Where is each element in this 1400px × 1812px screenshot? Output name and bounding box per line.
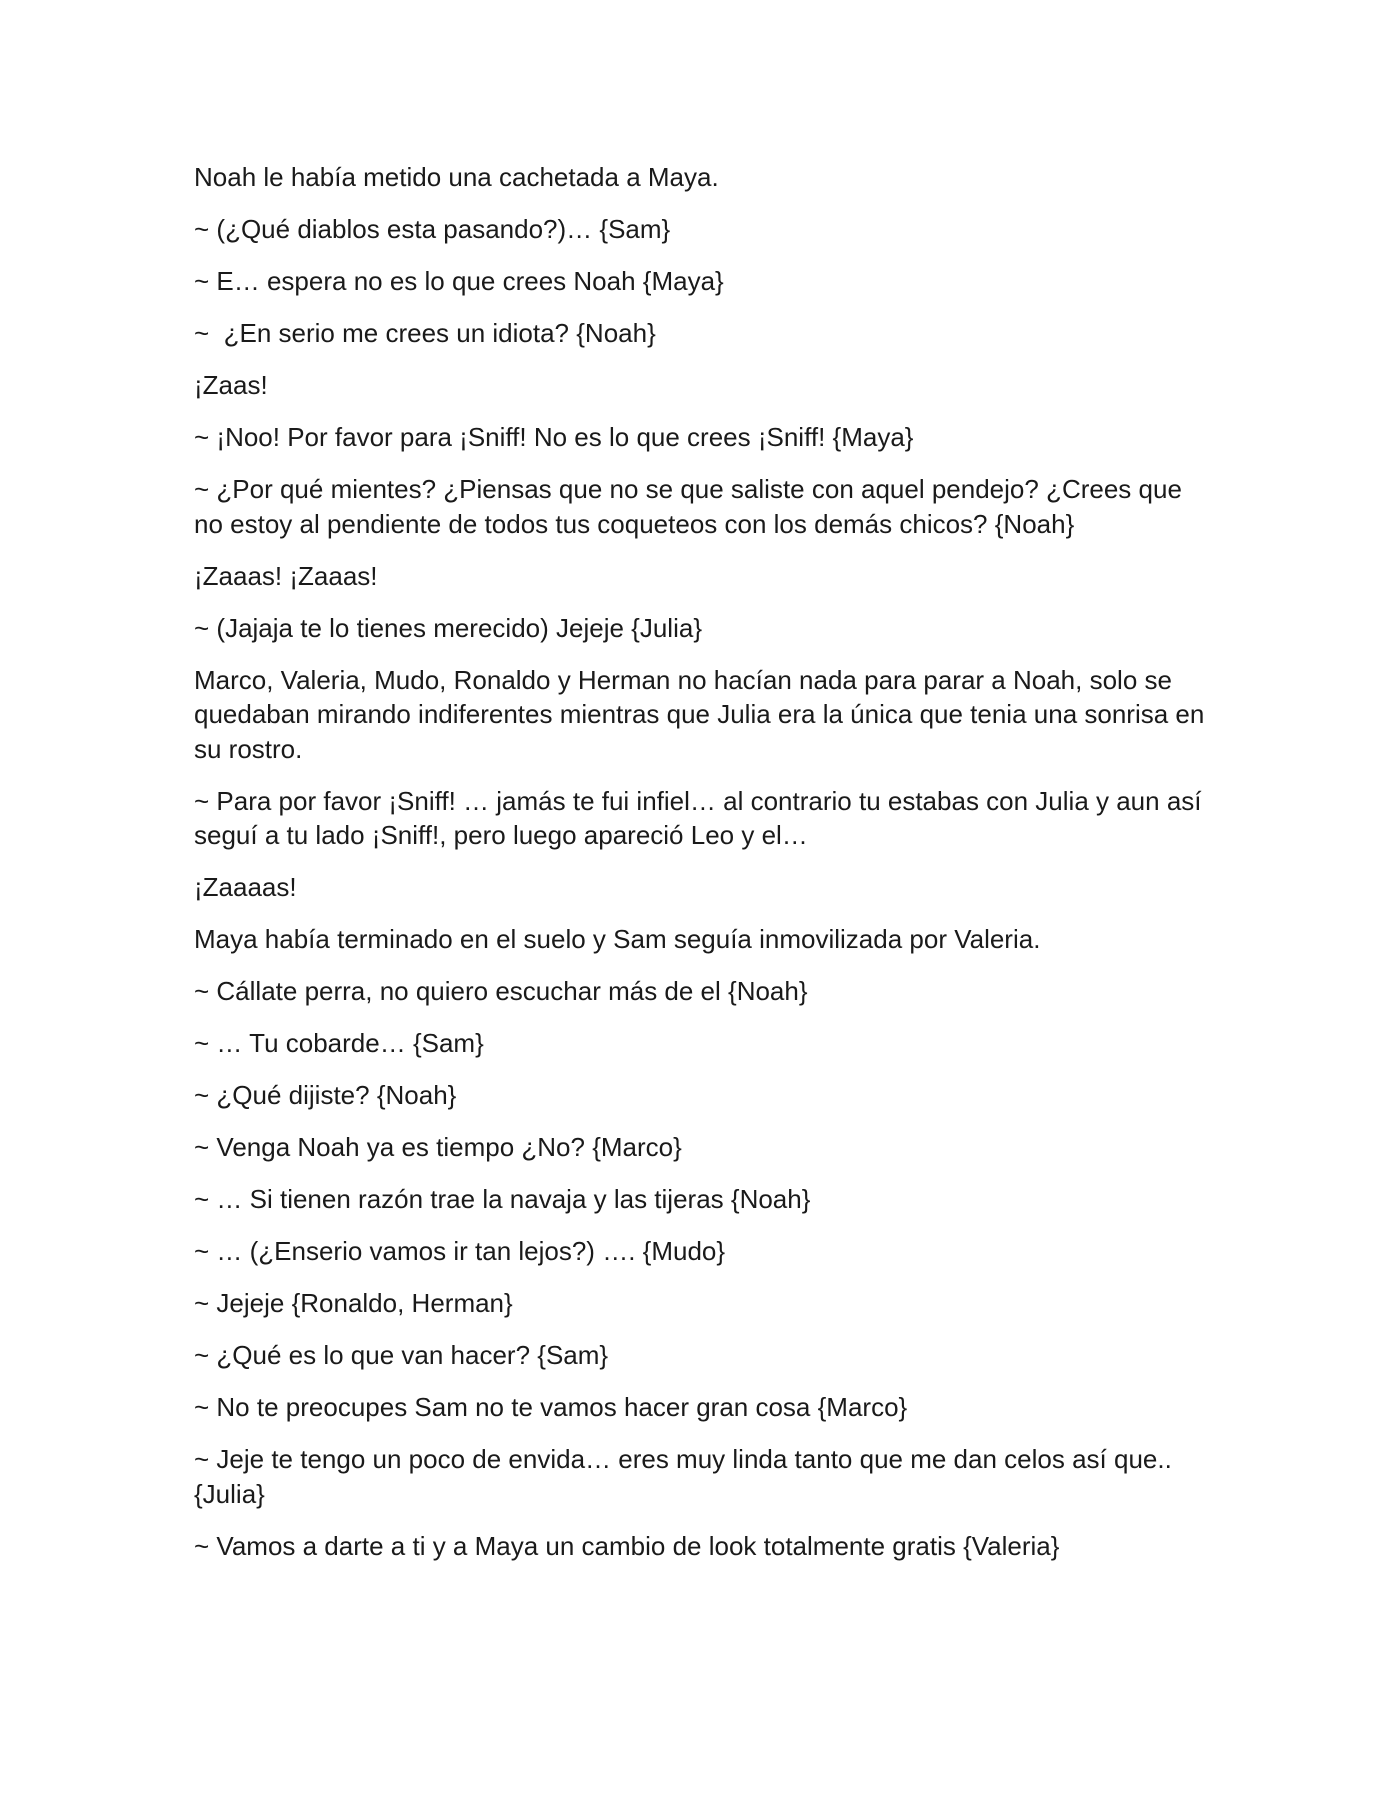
dialogue-line: ~ ¿En serio me crees un idiota? {Noah} [194,318,656,348]
dialogue-line: ~ … Si tienen razón trae la navaja y las tijeras {Noah} [194,1184,811,1214]
dialogue-line: ~ Cállate perra, no quiero escuchar más de el {Noah} [194,976,808,1006]
narration-paragraph: Marco, Valeria, Mudo, Ronaldo y Herman no hacían nada para parar a Noah, solo se quedaban mirando indiferentes mientras que Julia era la única que tenia una sonrisa en su rostro. [194,664,1212,764]
dialogue-line: ~ … (¿Enserio vamos ir tan lejos?) …. {Mudo} [194,1236,726,1266]
sound-effect: ¡Zaaaas! [194,872,297,902]
dialogue-line: ~ Jejeje {Ronaldo, Herman} [194,1288,513,1318]
dialogue-line: ~ … Tu cobarde… {Sam} [194,1028,484,1058]
story-text [194,160,1214,1581]
dialogue-line: ~ (Jajaja te lo tienes merecido) Jejeje {Julia} [194,612,703,643]
dialogue-line: ~ Para por favor ¡Sniff! … jamás te fui infiel… al contrario tu estabas con Julia y aun así seguí a tu lado ¡Sniff!, pero luego apareció Leo y el… [194,785,1209,850]
dialogue-line: ~ ¿Qué dijiste? {Noah} [194,1080,457,1110]
narration-paragraph: Maya había terminado en el suelo y Sam seguía inmovilizada por Valeria. [194,924,1041,954]
dialogue-line: ~ ¿Qué es lo que van hacer? {Sam} [194,1340,609,1370]
sound-effect: ¡Zaas! [194,370,268,400]
dialogue-line: ~ (¿Qué diablos esta pasando?)… {Sam} [194,214,671,244]
dialogue-line: ~ ¡Noo! Por favor para ¡Sniff! No es lo que crees ¡Sniff! {Maya} [194,422,914,452]
dialogue-line: ~ E… espera no es lo que crees Noah {Maya} [194,266,724,296]
narration-paragraph: Noah le había metido una cachetada a Maya. [194,162,719,192]
dialogue-line: ~ Vamos a darte a ti y a Maya un cambio de look totalmente gratis {Valeria} [194,1530,1060,1561]
dialogue-line: ~ Jeje te tengo un poco de envida… eres muy linda tanto que me dan celos así que.. {Julia} [194,1444,1180,1509]
sound-effect: ¡Zaaas! ¡Zaaas! [194,560,378,591]
dialogue-line: ~ No te preocupes Sam no te vamos hacer gran cosa {Marco} [194,1392,908,1422]
dialogue-line: ~ Venga Noah ya es tiempo ¿No? {Marco} [194,1132,682,1162]
dialogue-line: ~ ¿Por qué mientes? ¿Piensas que no se que saliste con aquel pendejo? ¿Crees que no estoy al pendiente de todos tus coqueteos con los demás chicos? {Noah} [194,474,1190,539]
